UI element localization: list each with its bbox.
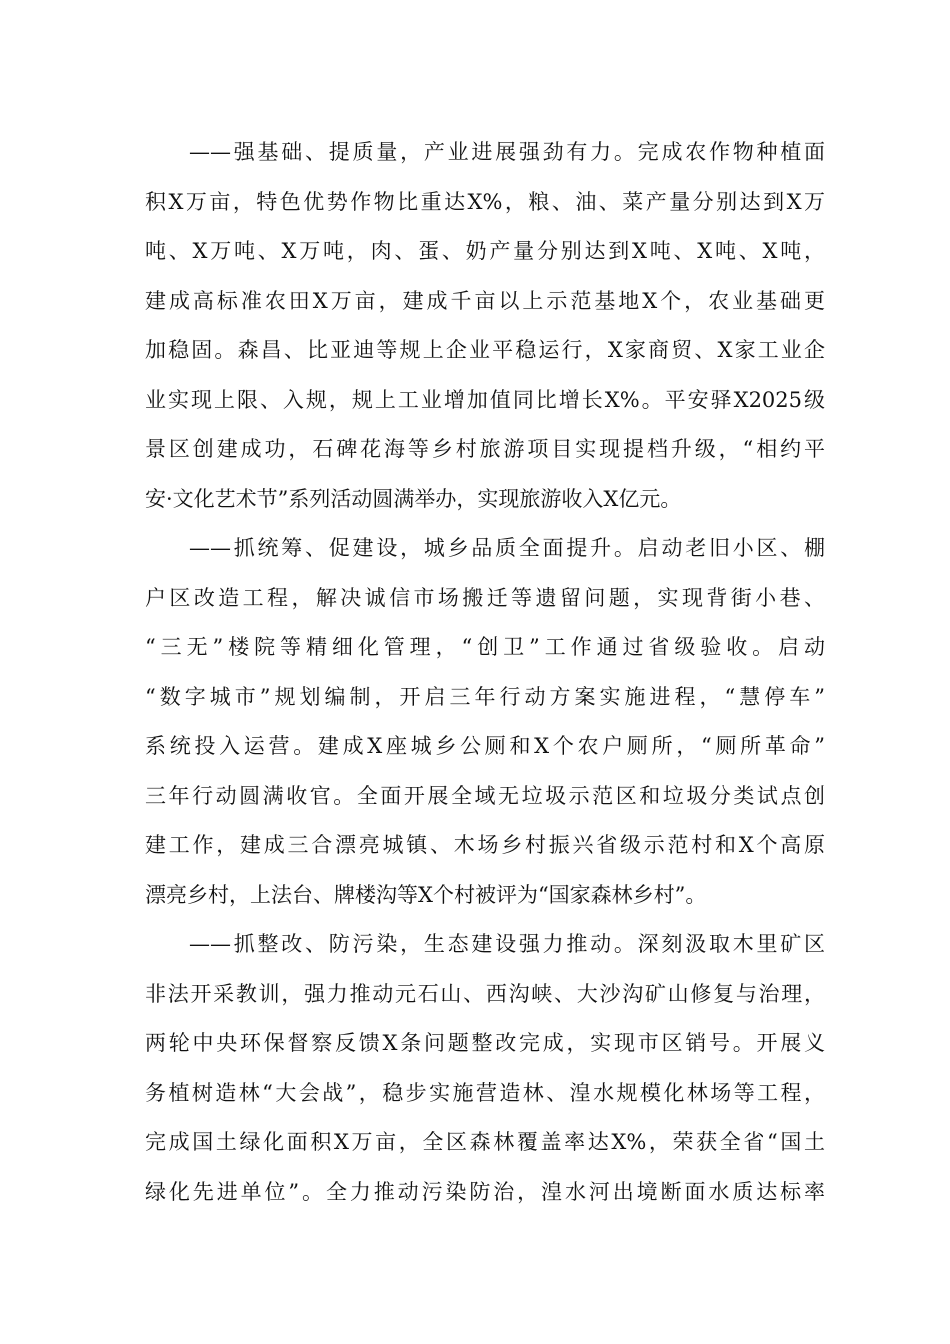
text-line: 积X万亩，特色优势作物比重达X%，粮、油、菜产量分别达到X万 (145, 189, 825, 214)
text-line: ——抓统筹、促建设，城乡品质全面提升。启动老旧小区、棚 (189, 536, 825, 560)
text-line: 两轮中央环保督察反馈X条问题整改完成，实现市区销号。开展义 (145, 1031, 825, 1055)
document-body (145, 128, 825, 1217)
text-line: ——抓整改、防污染，生态建设强力推动。深刻汲取木里矿区 (189, 932, 825, 956)
text-line: 绿化先进单位”。全力推动污染防治，湟水河出境断面水质达标率 (145, 1179, 825, 1204)
text-line: 安·文化艺术节”系列活动圆满举办，实现旅游收入X亿元。 (145, 486, 682, 511)
text-line: 建成高标准农田X万亩，建成千亩以上示范基地X个，农业基础更 (145, 288, 825, 313)
paragraph-ecology (145, 920, 825, 1217)
text-line: 加稳固。森昌、比亚迪等规上企业平稳运行，X家商贸、X家工业企 (145, 338, 825, 362)
text-line: 吨、X万吨、X万吨，肉、蛋、奶产量分别达到X吨、X吨、X吨， (145, 239, 825, 263)
text-line: 漂亮乡村，上法台、牌楼沟等X个村被评为“国家森林乡村”。 (145, 882, 707, 907)
text-line: 完成国土绿化面积X万亩，全区森林覆盖率达X%，荣获全省“国土 (145, 1130, 825, 1154)
text-line: “三无”楼院等精细化管理，“创卫”工作通过省级验收。启动 (145, 635, 825, 659)
text-line: 户区改造工程，解决诚信市场搬迁等遗留问题，实现背街小巷、 (145, 585, 825, 610)
text-line: 建工作，建成三合漂亮城镇、木场乡村振兴省级示范村和X个高原 (145, 833, 825, 857)
paragraph-industry (145, 128, 825, 524)
text-line: 景区创建成功，石碑花海等乡村旅游项目实现提档升级，“相约平 (145, 437, 825, 461)
text-line: 系统投入运营。建成X座城乡公厕和X个农户厕所，“厕所革命” (145, 734, 825, 758)
text-line: “数字城市”规划编制，开启三年行动方案实施进程，“慧停车” (145, 684, 825, 709)
text-line: 三年行动圆满收官。全面开展全域无垃圾示范区和垃圾分类试点创 (145, 783, 825, 808)
paragraph-urban-rural (145, 524, 825, 920)
text-line: ——强基础、提质量，产业进展强劲有力。完成农作物种植面 (189, 140, 825, 164)
text-line: 务植树造林“大会战”，稳步实施营造林、湟水规模化林场等工程， (145, 1080, 825, 1105)
text-line: 业实现上限、入规，规上工业增加值同比增长X%。平安驿X2025级 (145, 387, 825, 412)
text-line: 非法开采教训，强力推动元石山、西沟峡、大沙沟矿山修复与治理， (145, 981, 825, 1006)
